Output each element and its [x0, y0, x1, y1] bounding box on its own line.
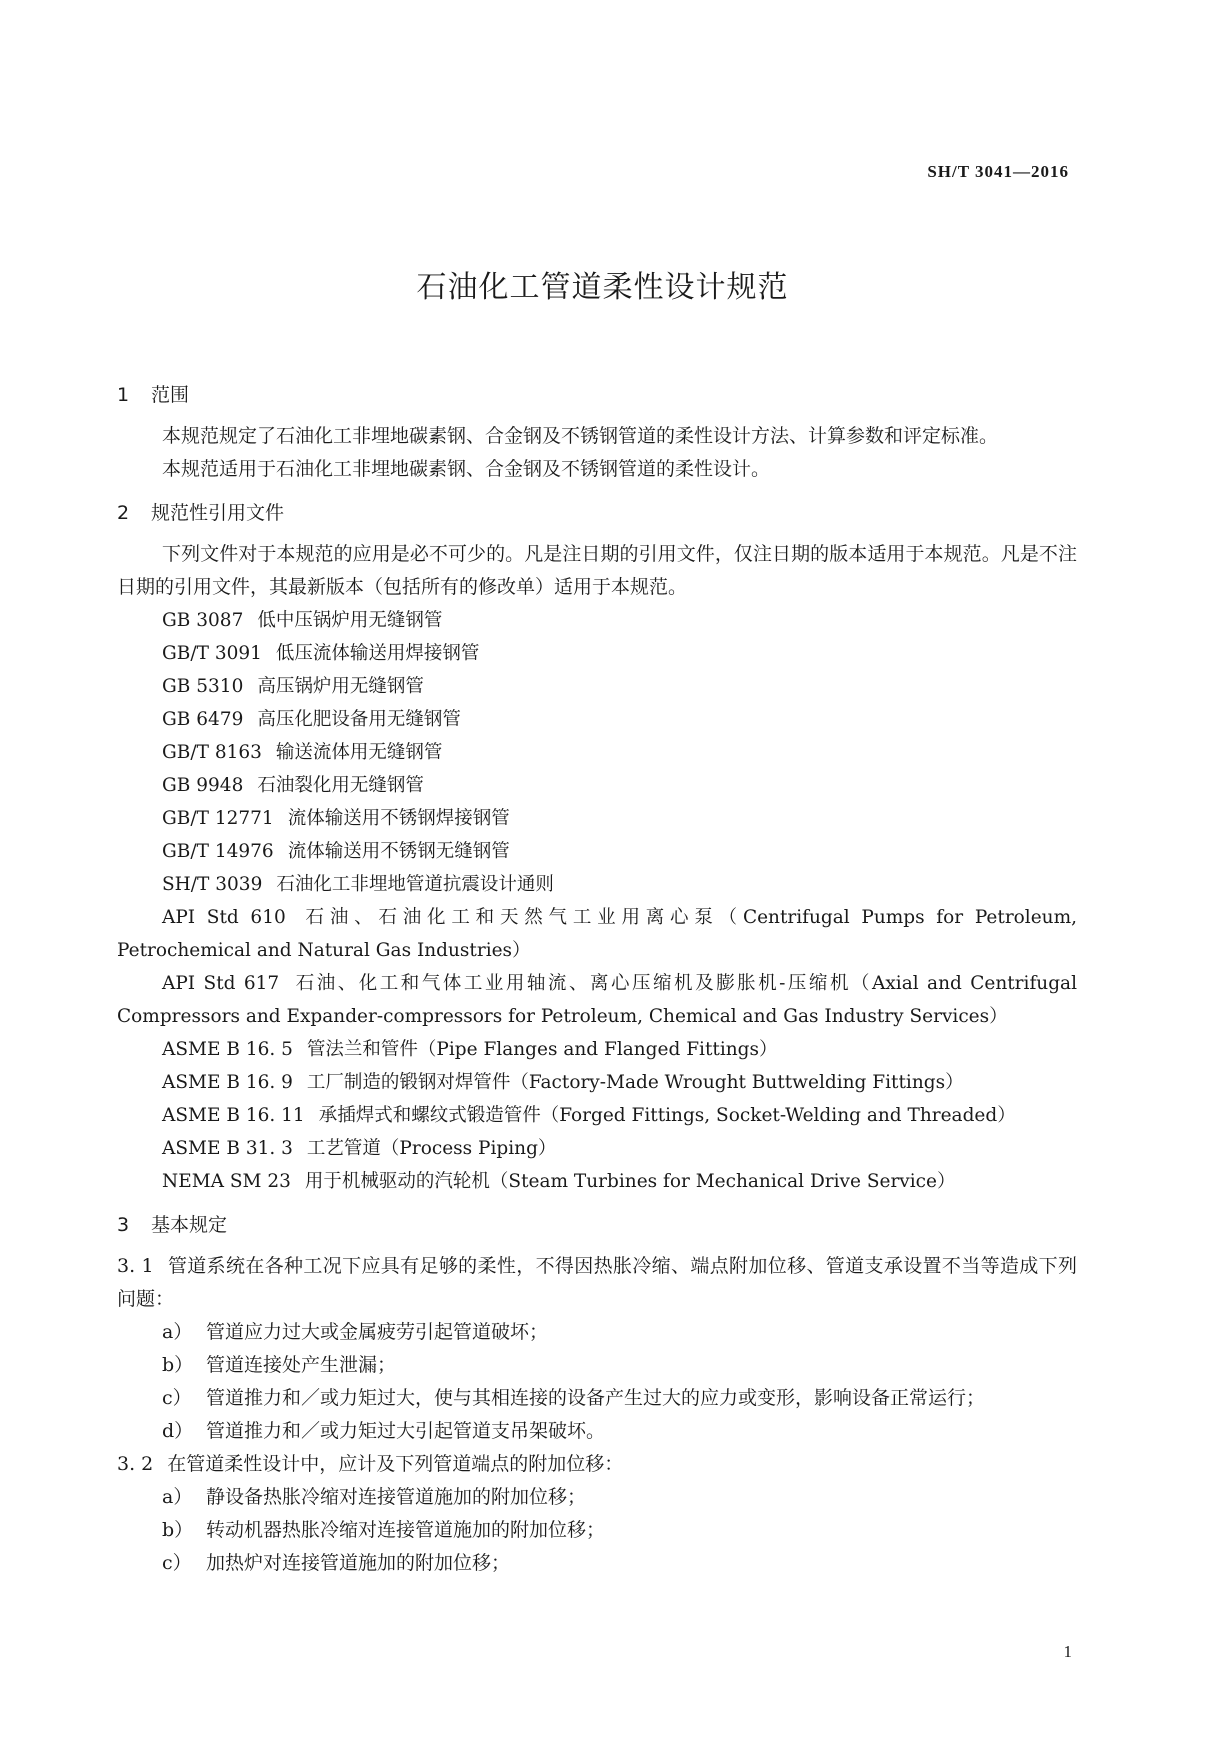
reference-item	[117, 1132, 1077, 1165]
clause-text: 管道系统在各种工况下应具有足够的柔性，不得因热胀冷缩、端点附加位移、管道支承设置不当等造成下列问题：	[117, 1255, 1077, 1310]
reference-code: API Std 610	[162, 907, 286, 928]
clause-text: 在管道柔性设计中，应计及下列管道端点的附加位移：	[167, 1453, 624, 1475]
reference-item	[117, 835, 1077, 868]
reference-item	[117, 1099, 1077, 1132]
reference-code: ASME B 16. 11	[162, 1105, 305, 1126]
reference-title: 承插焊式和螺纹式锻造管件（Forged Fittings, Socket-Welding and Threaded）	[318, 1105, 1016, 1126]
reference-title: 石油化工非埋地管道抗震设计通则	[276, 874, 554, 895]
list-marker: c）	[162, 1552, 192, 1574]
paragraph: 下列文件对于本规范的应用是必不可少的。凡是注日期的引用文件，仅注日期的版本适用于本规范。凡是不注日期的引用文件，其最新版本（包括所有的修改单）适用于本规范。	[117, 543, 1077, 598]
reference-item	[117, 967, 1077, 1033]
reference-title: 用于机械驱动的汽轮机（Steam Turbines for Mechanical Drive Service）	[304, 1171, 956, 1192]
reference-item	[117, 769, 1077, 802]
reference-title: 石油、化工和气体工业用轴流、离心压缩机及膨胀机-压缩机（Axial and Centrifugal Compressors and Expander-compressors for Petroleum, Chemical and Gas Industry Services）	[117, 973, 1077, 1027]
reference-title: 输送流体用无缝钢管	[275, 742, 443, 763]
reference-code: GB/T 3091	[162, 643, 262, 664]
list-text: 管道推力和／或力矩过大，使与其相连接的设备产生过大的应力或变形，影响设备正常运行；	[206, 1387, 986, 1409]
section-number: 2	[117, 502, 130, 524]
reference-code: GB 5310	[162, 676, 244, 697]
reference-item	[117, 637, 1077, 670]
list-text: 管道应力过大或金属疲劳引起管道破坏；	[206, 1321, 549, 1343]
reference-item	[117, 1033, 1077, 1066]
reference-code: ASME B 31. 3	[162, 1138, 293, 1159]
list-text: 管道推力和／或力矩过大引起管道支吊架破坏。	[206, 1420, 606, 1442]
reference-title: 高压化肥设备用无缝钢管	[257, 709, 461, 730]
clause-number: 3. 1	[117, 1255, 154, 1277]
reference-code: API Std 617	[162, 973, 280, 994]
section-title: 范围	[151, 384, 190, 406]
document-body	[117, 378, 1077, 1580]
reference-code: GB 6479	[162, 709, 244, 730]
reference-title: 低中压锅炉用无缝钢管	[257, 610, 443, 631]
paragraph: 本规范适用于石油化工非埋地碳素钢、合金钢及不锈钢管道的柔性设计。	[162, 458, 771, 480]
reference-item	[117, 604, 1077, 637]
list-item	[117, 1481, 1077, 1514]
reference-item	[117, 670, 1077, 703]
list-marker: b）	[162, 1354, 194, 1376]
reference-title: 高压锅炉用无缝钢管	[257, 676, 424, 697]
list-text: 管道连接处产生泄漏；	[206, 1354, 397, 1376]
section-number: 1	[117, 384, 130, 406]
document-title: 石油化工管道柔性设计规范	[416, 270, 789, 305]
list-marker: a）	[162, 1486, 193, 1508]
reference-item	[117, 703, 1077, 736]
reference-code: SH/T 3039	[162, 874, 263, 895]
clause-number: 3. 2	[117, 1453, 154, 1475]
list-text: 静设备热胀冷缩对连接管道施加的附加位移；	[206, 1486, 587, 1508]
reference-title: 流体输送用不锈钢焊接钢管	[287, 808, 510, 829]
reference-item	[117, 802, 1077, 835]
reference-code: GB 3087	[162, 610, 244, 631]
section-title: 规范性引用文件	[151, 502, 285, 524]
list-item	[117, 1349, 1077, 1382]
reference-code: ASME B 16. 9	[162, 1072, 293, 1093]
reference-title: 低压流体输送用焊接钢管	[275, 643, 480, 664]
clause-3-1	[117, 1250, 1077, 1316]
reference-code: GB/T 8163	[162, 742, 262, 763]
reference-code: ASME B 16. 5	[162, 1039, 293, 1060]
reference-code: GB 9948	[162, 775, 244, 796]
section-heading-scope	[117, 378, 1077, 412]
list-marker: d）	[162, 1420, 194, 1442]
clause-3-2	[117, 1448, 1077, 1481]
reference-item	[117, 736, 1077, 769]
reference-title: 石油裂化用无缝钢管	[257, 775, 424, 796]
reference-item	[117, 1066, 1077, 1099]
list-text: 加热炉对连接管道施加的附加位移；	[206, 1552, 511, 1574]
section-title: 基本规定	[151, 1214, 228, 1236]
reference-title: 石油、石油化工和天然气工业用离心泵（Centrifugal Pumps for Petroleum, Petrochemical and Natural Gas Industries）	[117, 907, 1077, 961]
reference-title: 管法兰和管件（Pipe Flanges and Flanged Fittings）	[306, 1039, 778, 1060]
paragraph: 本规范规定了石油化工非埋地碳素钢、合金钢及不锈钢管道的柔性设计方法、计算参数和评定标准。	[162, 425, 999, 447]
reference-title: 工厂制造的锻钢对焊管件（Factory-Made Wrought Buttwelding Fittings）	[306, 1072, 964, 1093]
reference-item	[117, 1165, 1077, 1198]
reference-item	[117, 868, 1077, 901]
section-heading-normative-references	[117, 496, 1077, 530]
list-marker: c）	[162, 1387, 192, 1409]
list-marker: a）	[162, 1321, 193, 1343]
reference-item	[117, 901, 1077, 967]
list-item	[117, 1514, 1077, 1547]
list-item	[117, 1547, 1077, 1580]
section-number: 3	[117, 1214, 130, 1236]
standard-code: SH/T 3041—2016	[927, 162, 1069, 181]
list-item	[117, 1316, 1077, 1349]
reference-code: GB/T 14976	[162, 841, 274, 862]
list-text: 转动机器热胀冷缩对连接管道施加的附加位移；	[206, 1519, 606, 1541]
reference-title: 流体输送用不锈钢无缝钢管	[287, 841, 510, 862]
reference-code: NEMA SM 23	[162, 1171, 291, 1192]
page-number: 1	[1063, 1642, 1072, 1661]
section-heading-basic-requirements	[117, 1208, 1077, 1242]
list-item	[117, 1382, 1077, 1415]
list-item	[117, 1415, 1077, 1448]
reference-code: GB/T 12771	[162, 808, 274, 829]
list-marker: b）	[162, 1519, 194, 1541]
reference-title: 工艺管道（Process Piping）	[306, 1138, 557, 1159]
